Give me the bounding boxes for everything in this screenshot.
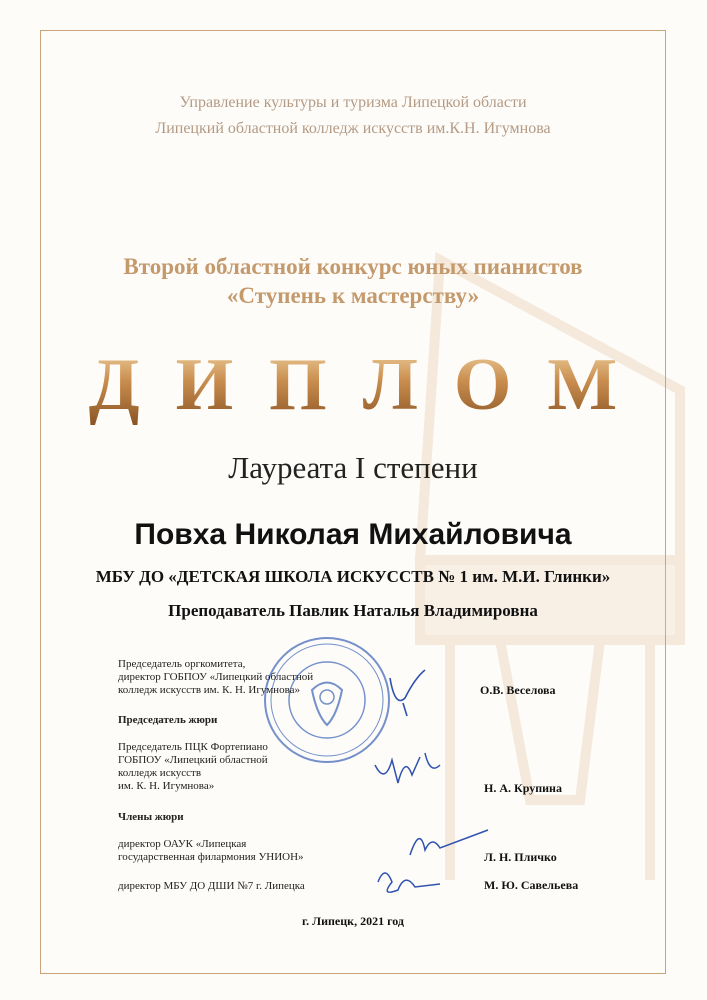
organizer-role <box>118 658 313 697</box>
jury-chair-role-line: колледж искусств <box>118 767 202 779</box>
award-degree: Лауреата I степени <box>228 450 478 485</box>
organizer-signature <box>385 668 430 718</box>
jury-chair-heading: Председатель жюри <box>118 714 218 726</box>
school-name: МБУ ДО «ДЕТСКАЯ ШКОЛА ИСКУССТВ № 1 им. М.И. Глинки» <box>95 567 611 586</box>
jury-chair-role-line: ГОБПОУ «Липецкий областной <box>118 754 268 766</box>
jury-member-2-role-line: директор МБУ ДО ДШИ №7 г. Липецка <box>118 880 305 892</box>
jury-member-2-signature <box>370 862 445 902</box>
diploma-title: ДИПЛОМ <box>40 345 666 425</box>
jury-chair-signature <box>370 745 450 790</box>
organization-line-1: Управление культуры и туризма Липецкой области <box>179 94 527 111</box>
organizer-name: О.В. Веселова <box>480 683 556 697</box>
contest-subtitle: «Ступень к мастерству» <box>226 283 480 308</box>
jury-chair-role-line: им. К. Н. Игумнова» <box>118 780 215 792</box>
jury-member-2-name: М. Ю. Савельева <box>484 878 579 892</box>
organizer-role-line: директор ГОБПОУ «Липецкий областной <box>118 671 314 683</box>
jury-member-1-name: Л. Н. Пличко <box>484 850 557 864</box>
jury-member-2-role <box>118 880 305 893</box>
jury-chair-role-line: Председатель ПЦК Фортепиано <box>118 741 268 753</box>
jury-member-1-role-line: директор ОАУК «Липецкая <box>118 838 247 850</box>
teacher-name: Преподаватель Павлик Наталья Владимировна <box>168 601 538 620</box>
organizer-role-line: колледж искусств им. К. Н. Игумнова» <box>118 684 300 696</box>
recipient-name: Повха Николая Михайловича <box>134 518 572 551</box>
contest-title: Второй областной конкурс юных пианистов <box>123 254 583 279</box>
jury-chair-role <box>118 741 268 793</box>
organization-line-2: Липецкий областной колледж искусств им.К.Н. Игумнова <box>155 120 551 137</box>
jury-member-1-signature <box>400 820 490 865</box>
place-and-year: г. Липецк, 2021 год <box>302 914 404 928</box>
jury-members-heading: Члены жюри <box>118 811 184 823</box>
jury-member-1-role-line: государственная филармония УНИОН» <box>118 851 304 863</box>
organizer-role-line: Председатель оргкомитета, <box>118 658 246 670</box>
jury-chair-name: Н. А. Крупина <box>484 781 562 795</box>
jury-member-1-role <box>118 838 304 864</box>
